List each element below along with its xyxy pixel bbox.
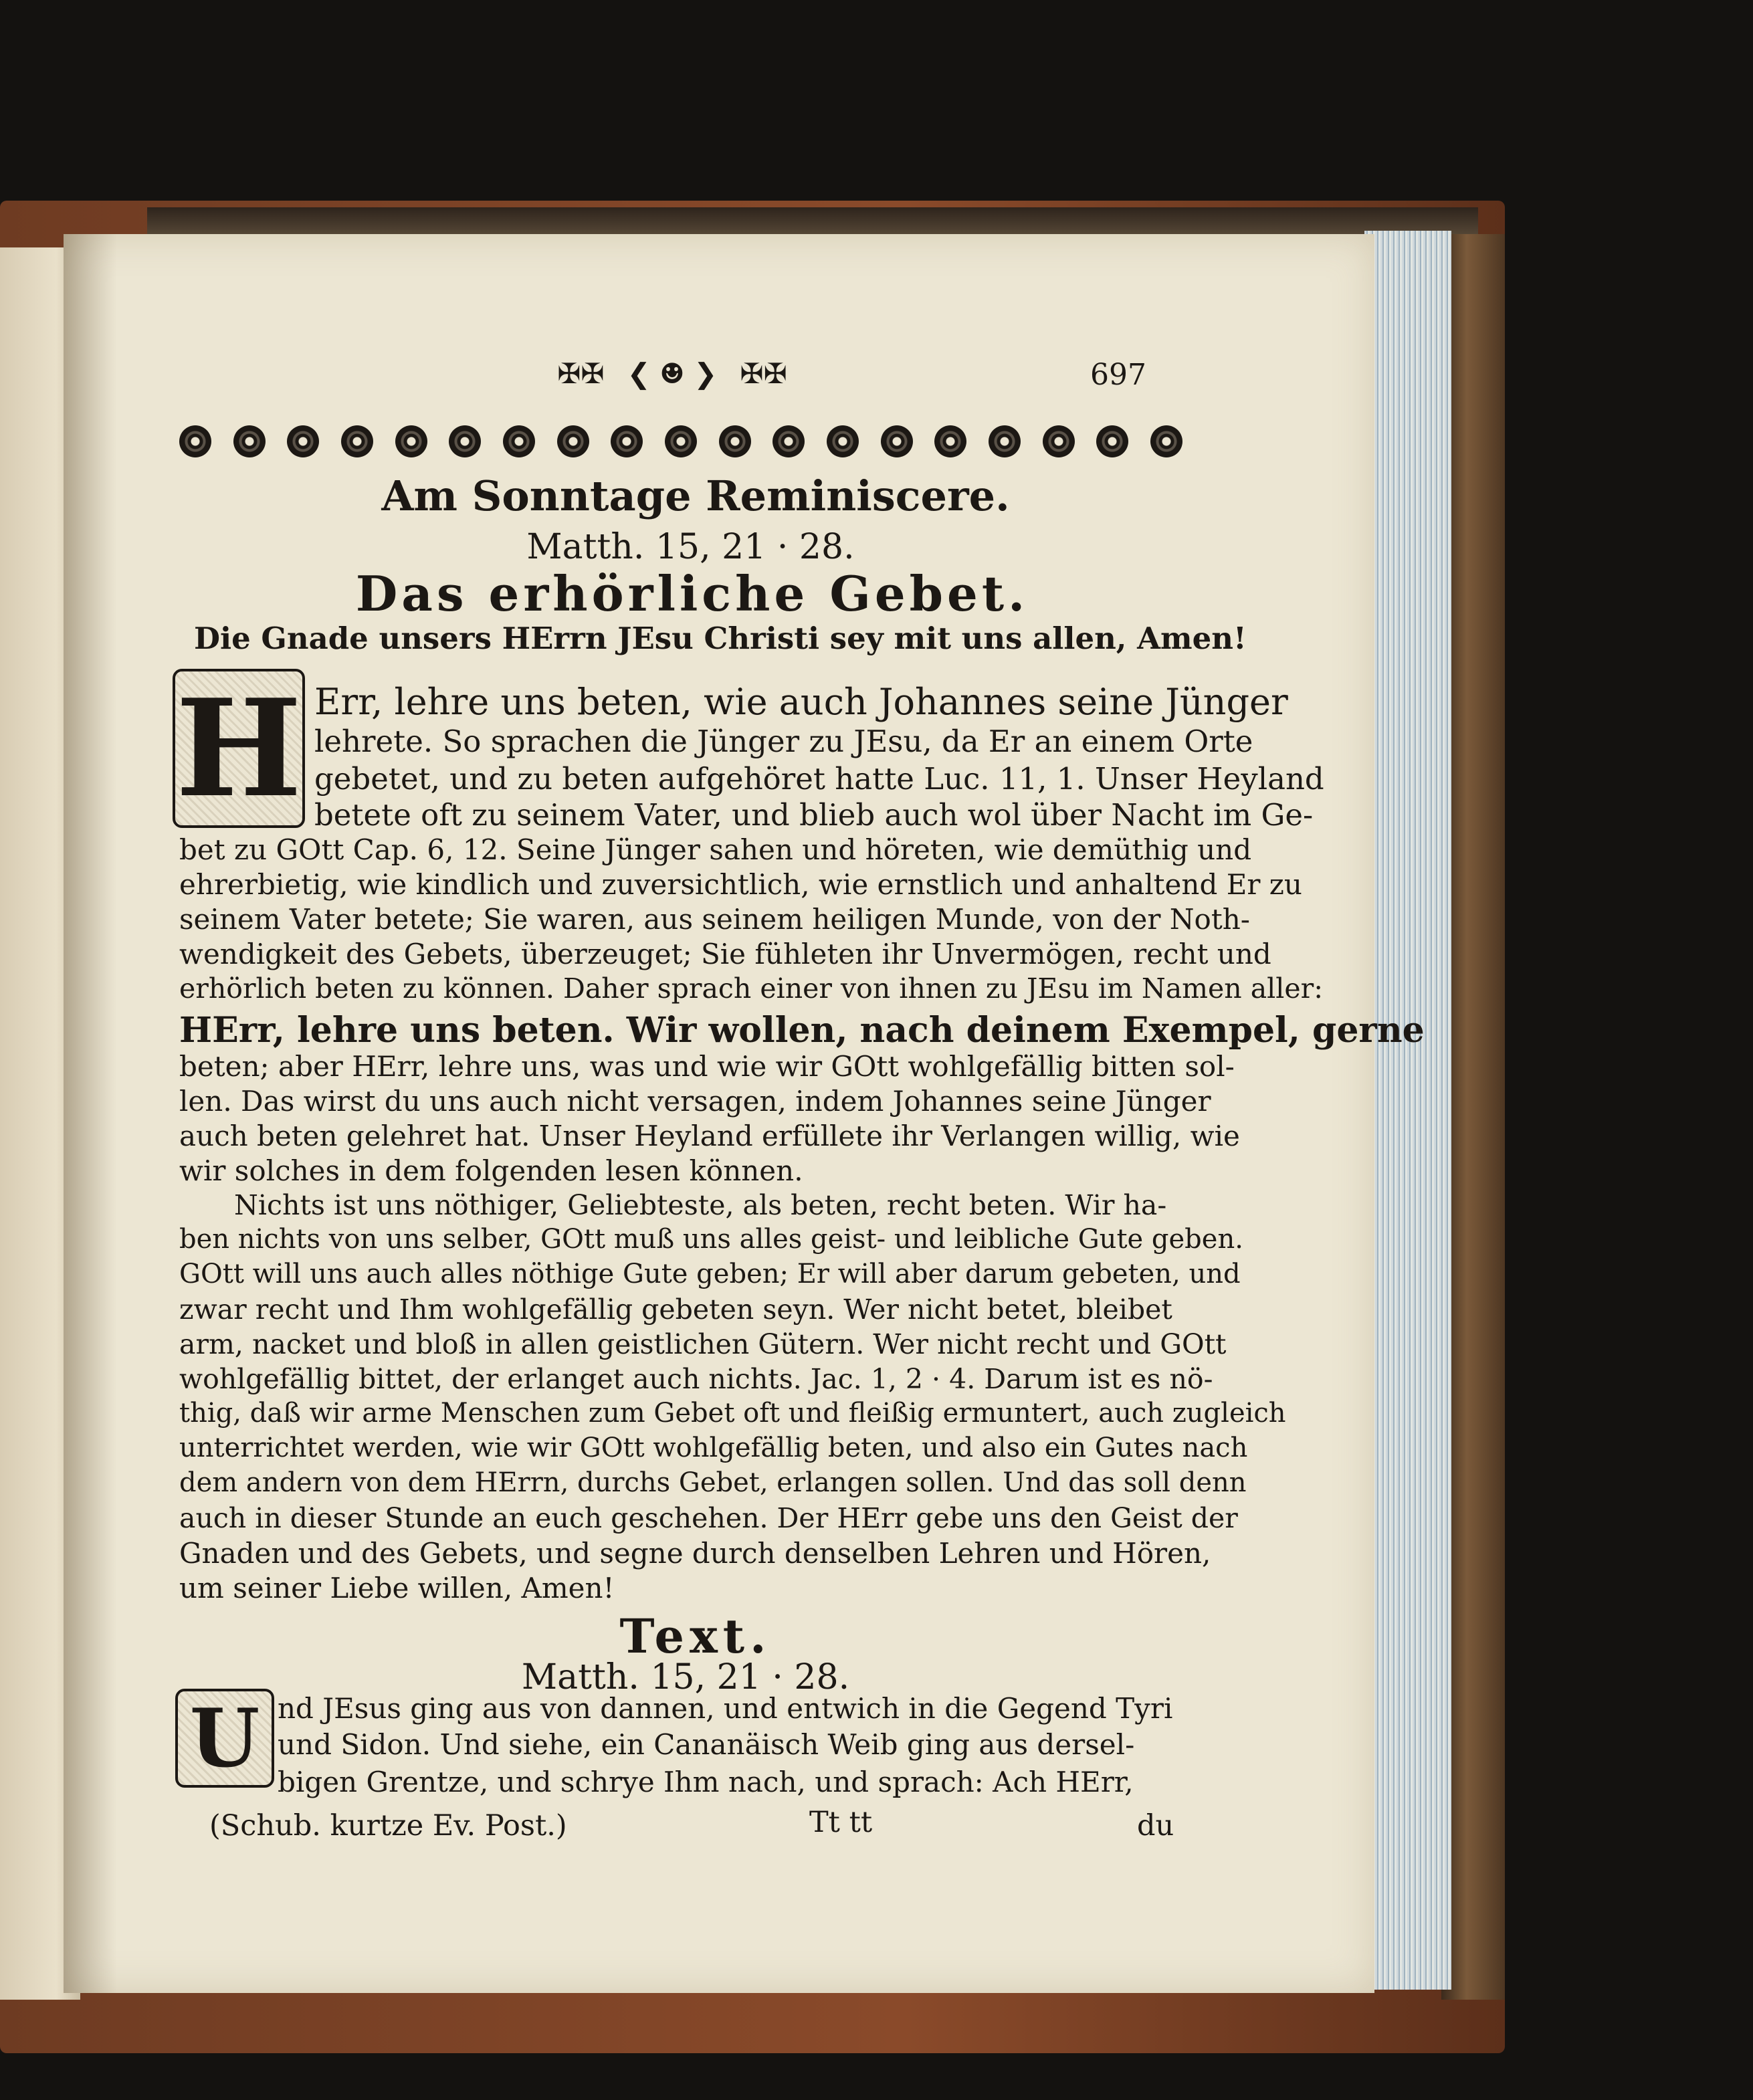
decorated-initial-h: H xyxy=(173,669,305,828)
footer-catchword: du xyxy=(1137,1809,1174,1843)
body-line: ben nichts von uns selber, GOtt muß uns alles geist- und leibliche Gute geben. xyxy=(179,1224,1243,1255)
sermon-heading: Das erhörliche Gebet. xyxy=(355,565,1029,622)
body-line: arm, nacket und bloß in allen geistlichen Gütern. Wer nicht recht und GOtt xyxy=(179,1328,1227,1360)
rosette-icon xyxy=(611,425,643,457)
body-line: thig, daß wir arme Menschen zum Gebet oft und fleißig ermuntert, auch zugleich xyxy=(179,1398,1286,1429)
decorated-initial-u: U xyxy=(175,1689,274,1788)
rosette-icon xyxy=(449,425,481,457)
rosette-icon xyxy=(287,425,319,457)
mask-ornament-icon: ❮ ☻ ❯ xyxy=(627,356,718,390)
rosette-icon xyxy=(1150,425,1182,457)
text-heading: Text. xyxy=(619,1608,772,1664)
body-line: erhörlich beten zu können. Daher sprach einer von ihnen zu JEsu im Namen aller: xyxy=(179,972,1324,1005)
body-line: beten; aber HErr, lehre uns, was und wie wir GOtt wohlgefällig bitten sol- xyxy=(179,1050,1235,1083)
rosette-icon xyxy=(989,425,1021,457)
emphasis-line: HErr, lehre uns beten. Wir wollen, nach deinem Exempel, gerne xyxy=(179,1010,1425,1051)
body-line: dem andern von dem HErrn, durchs Gebet, erlangen sollen. Und das soll denn xyxy=(179,1467,1247,1498)
page-title: Am Sonntage Reminiscere. xyxy=(381,471,1010,520)
rosette-icon xyxy=(665,425,697,457)
text-line: und Sidon. Und siehe, ein Cananäisch Weib ging aus dersel- xyxy=(278,1728,1135,1761)
body-line: um seiner Liebe willen, Amen! xyxy=(179,1572,615,1604)
body-line: gebetet, und zu beten aufgehöret hatte Luc. 11, 1. Unser Heyland xyxy=(314,761,1324,797)
body-line: lehrete. So sprachen die Jünger zu JEsu, da Er an einem Orte xyxy=(314,724,1253,759)
rosette-icon xyxy=(233,425,266,457)
text-line: bigen Grentze, und schrye Ihm nach, und sprach: Ach HErr, xyxy=(278,1766,1134,1798)
scripture-reference: Matth. 15, 21 · 28. xyxy=(526,527,855,567)
rosette-icon xyxy=(503,425,535,457)
rosette-icon xyxy=(772,425,805,457)
body-line: wendigkeit des Gebets, überzeuget; Sie fühleten ihr Unvermögen, recht und xyxy=(179,938,1271,970)
header-ornament xyxy=(498,353,846,393)
body-line: betete oft zu seinem Vater, und blieb auch wol über Nacht im Ge- xyxy=(314,797,1314,833)
greeting-line: Die Gnade unsers HErrn JEsu Christi sey mit uns allen, Amen! xyxy=(194,621,1247,656)
rosette-icon xyxy=(1096,425,1128,457)
rosette-icon xyxy=(827,425,859,457)
rosette-border xyxy=(179,421,1182,461)
body-line: len. Das wirst du uns auch nicht versagen, indem Johannes seine Jünger xyxy=(179,1085,1211,1118)
body-line: GOtt will uns auch alles nöthige Gute geben; Er will aber darum gebeten, und xyxy=(179,1259,1241,1289)
body-line: seinem Vater betete; Sie waren, aus seinem heiligen Munde, von der Noth- xyxy=(179,903,1250,936)
rosette-icon xyxy=(934,425,966,457)
rosette-icon xyxy=(179,425,211,457)
rosette-icon xyxy=(1043,425,1075,457)
body-line: wohlgefällig bittet, der erlanget auch nichts. Jac. 1, 2 · 4. Darum ist es nö- xyxy=(179,1363,1213,1395)
rosette-icon xyxy=(557,425,589,457)
body-line: unterrichtet werden, wie wir GOtt wohlgefällig beten, und also ein Gutes nach xyxy=(179,1433,1248,1463)
body-line: auch in dieser Stunde an euch geschehen. Der HErr gebe uns den Geist der xyxy=(179,1502,1238,1534)
body-line: bet zu GOtt Cap. 6, 12. Seine Jünger sahen und höreten, wie demüthig und xyxy=(179,833,1252,866)
body-line: Nichts ist uns nöthiger, Geliebteste, als beten, recht beten. Wir ha- xyxy=(234,1189,1167,1221)
text-scripture-reference: Matth. 15, 21 · 28. xyxy=(521,1657,850,1697)
body-line: wir solches in dem folgenden lesen können. xyxy=(179,1154,803,1187)
ornament-icon: ✠✠ xyxy=(740,356,787,390)
rosette-icon xyxy=(395,425,427,457)
body-line: Err, lehre uns beten, wie auch Johannes seine Jünger xyxy=(314,681,1288,723)
body-line: auch beten gelehret hat. Unser Heyland erfüllete ihr Verlangen willig, wie xyxy=(179,1120,1240,1152)
text-line: nd JEsus ging aus von dannen, und entwich in die Gegend Tyri xyxy=(278,1692,1173,1725)
body-line: ehrerbietig, wie kindlich und zuversichtlich, wie ernstlich und anhaltend Er zu xyxy=(179,868,1302,901)
rosette-icon xyxy=(881,425,913,457)
rosette-icon xyxy=(341,425,373,457)
body-line: zwar recht und Ihm wohlgefällig gebeten seyn. Wer nicht betet, bleibet xyxy=(179,1293,1172,1326)
body-line: Gnaden und des Gebets, und segne durch denselben Lehren und Hören, xyxy=(179,1537,1211,1570)
ornament-icon: ✠✠ xyxy=(557,356,605,390)
rosette-icon xyxy=(719,425,751,457)
page-number: 697 xyxy=(1090,358,1146,392)
footer-signature-mark: Tt tt xyxy=(809,1806,873,1839)
footer-signature: (Schub. kurtze Ev. Post.) xyxy=(209,1809,567,1843)
